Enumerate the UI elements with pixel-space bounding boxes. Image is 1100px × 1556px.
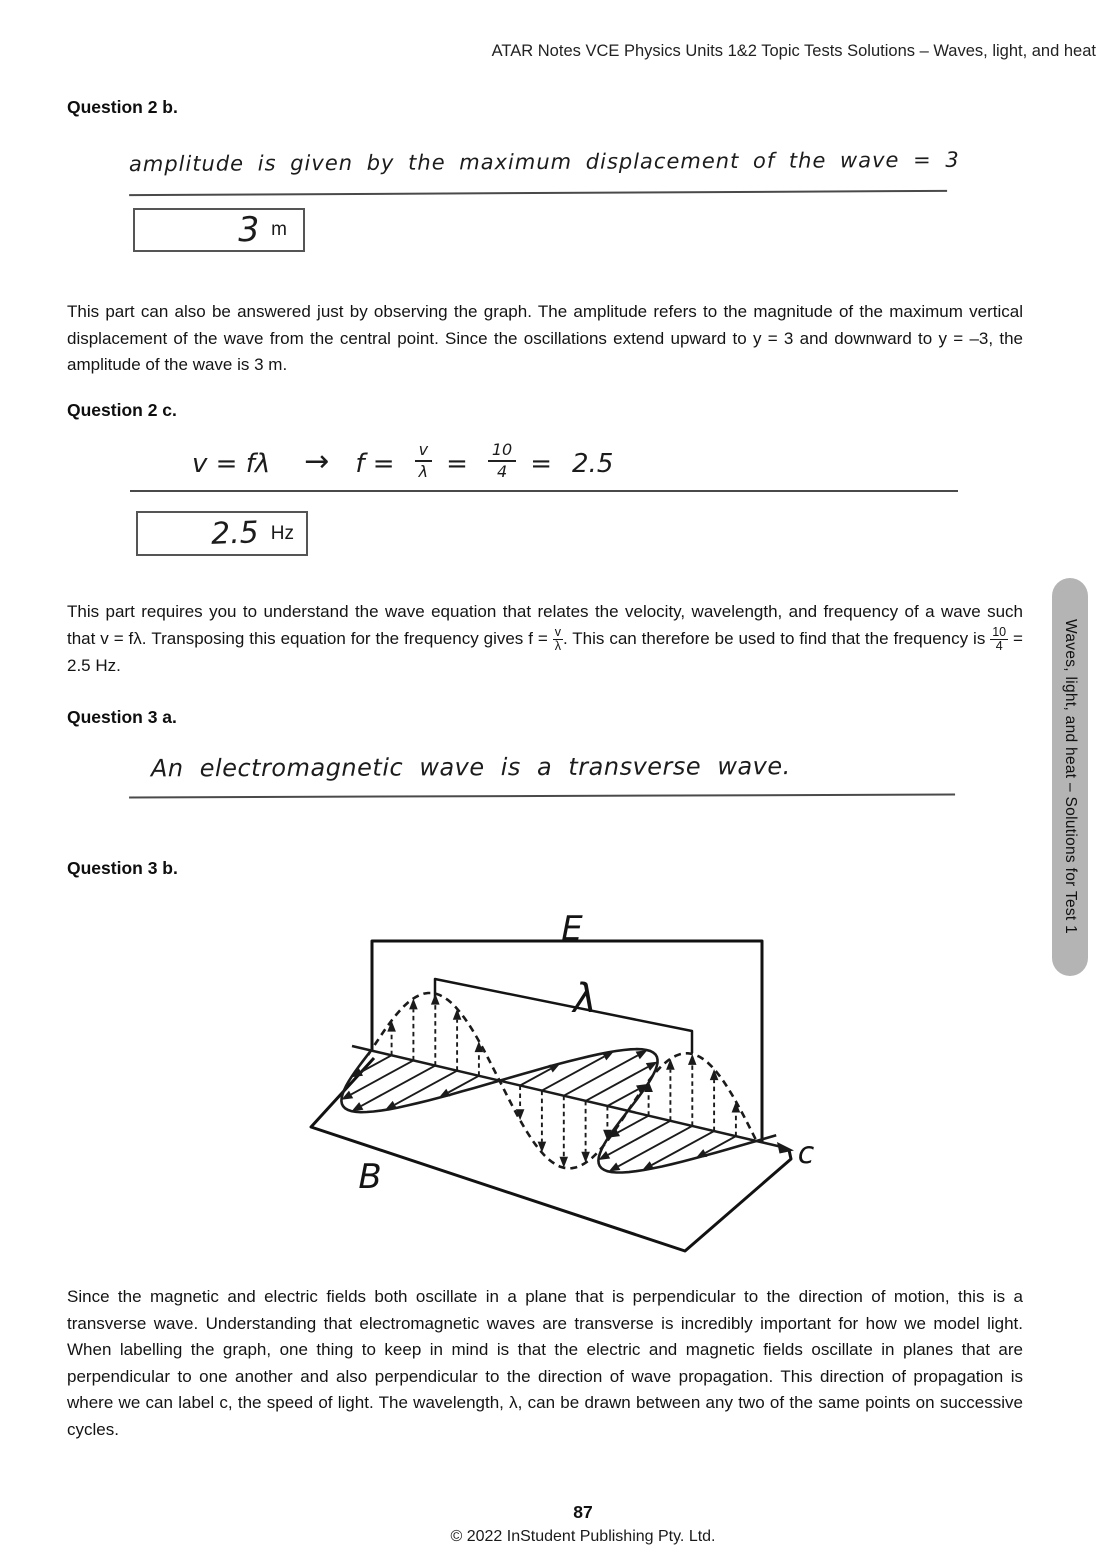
handwritten-equation-2c (130, 438, 958, 492)
equation-lhs: v = fλ (192, 449, 271, 479)
equation-fraction-v-lambda: $\frac{v}{\lambda}$ (415, 441, 432, 482)
handwritten-answer-2b: amplitude is given by the maximum displacement of the wave = 3 (129, 148, 947, 196)
copyright-notice: © 2022 InStudent Publishing Pty. Ltd. (450, 1528, 716, 1545)
question-3a-heading: Question 3 a. (67, 707, 177, 727)
equation-fraction-10-4: $\frac{10}{4}$ (488, 441, 516, 482)
propagation-arrowhead (777, 1142, 794, 1154)
explanation-2c (67, 599, 1023, 679)
label-wavelength: λ (573, 976, 597, 1022)
wave-curves (341, 993, 776, 1173)
wavelength-bracket (435, 979, 692, 1053)
answer-unit-2b: m (271, 219, 287, 240)
answer-box-2b (133, 208, 305, 252)
answer-box-2c (136, 511, 308, 556)
section-side-tab (1052, 578, 1088, 976)
equation-equals-2: = (530, 449, 553, 479)
page-number: 87 (573, 1502, 593, 1522)
equation-result: 2.5 (572, 449, 614, 479)
page-header-title: ATAR Notes VCE Physics Units 1&2 Topic Tests Solutions – Waves, light, and heat (491, 42, 1096, 60)
equation-f-equals: f = (355, 449, 395, 479)
answer-value-2c: 2.5 (210, 514, 260, 552)
side-tab-label: Waves, light, and heat – Solutions for Test 1 (1062, 619, 1079, 935)
question-2c-heading: Question 2 c. (67, 400, 177, 420)
label-speed-of-light: c (797, 1136, 815, 1171)
label-e-field: E (561, 909, 583, 949)
answer-unit-2c: Hz (270, 522, 294, 544)
explanation-2c-seg1: This part requires you to understand the wave equation that relates the velocity, wavelength, and frequency of a wave such that v = fλ. Transposing this equation for the frequency gives f = (67, 602, 1023, 648)
e-field-plane (372, 941, 762, 1143)
arrow-right-icon: → (304, 443, 330, 479)
inline-fraction-10-4: $\frac{10}{4}$ (992, 624, 1007, 653)
explanation-2c-seg2: . This can therefore be used to find that the frequency is (562, 628, 991, 648)
question-2b-heading: Question 2 b. (67, 97, 178, 117)
label-b-field: B (358, 1157, 382, 1197)
explanation-3b: Since the magnetic and electric fields both oscillate in a plane that is perpendicular to the direction of motion, this is a transverse wave. Understanding that electromagnetic waves are transverse is incredibly important for how we model light. When labelling the graph, one thing to keep in mind is that the electric and magnetic fields oscillate in planes that are perpendicular to one another and also perpendicular to the direction of wave propagation. This direction of propagation is where we can label c, the speed of light. The wavelength, λ, can be drawn between any two of the same points on successive cycles. (67, 1287, 1023, 1439)
inline-fraction-v-lambda: $\frac{v}{\lambda}$ (554, 624, 561, 653)
question-3b-heading: Question 3 b. (67, 858, 178, 878)
handwritten-answer-3a: An electromagnetic wave is a transverse wave. (129, 752, 955, 799)
em-wave-diagram (300, 900, 860, 1260)
b-field-plane (311, 1058, 791, 1251)
equation-equals-1: = (446, 449, 468, 479)
explanation-2b: This part can also be answered just by observing the graph. The amplitude refers to the magnitude of the maximum vertical displacement of the wave from the central point. Since the oscillations extend upward to y = 3 and downward to y = –3, the amplitude of the wave is 3 m. (67, 302, 1023, 374)
explanation-2c-seg3: = 2.5 Hz. (67, 628, 1023, 675)
answer-value-2b: 3 (236, 209, 260, 251)
